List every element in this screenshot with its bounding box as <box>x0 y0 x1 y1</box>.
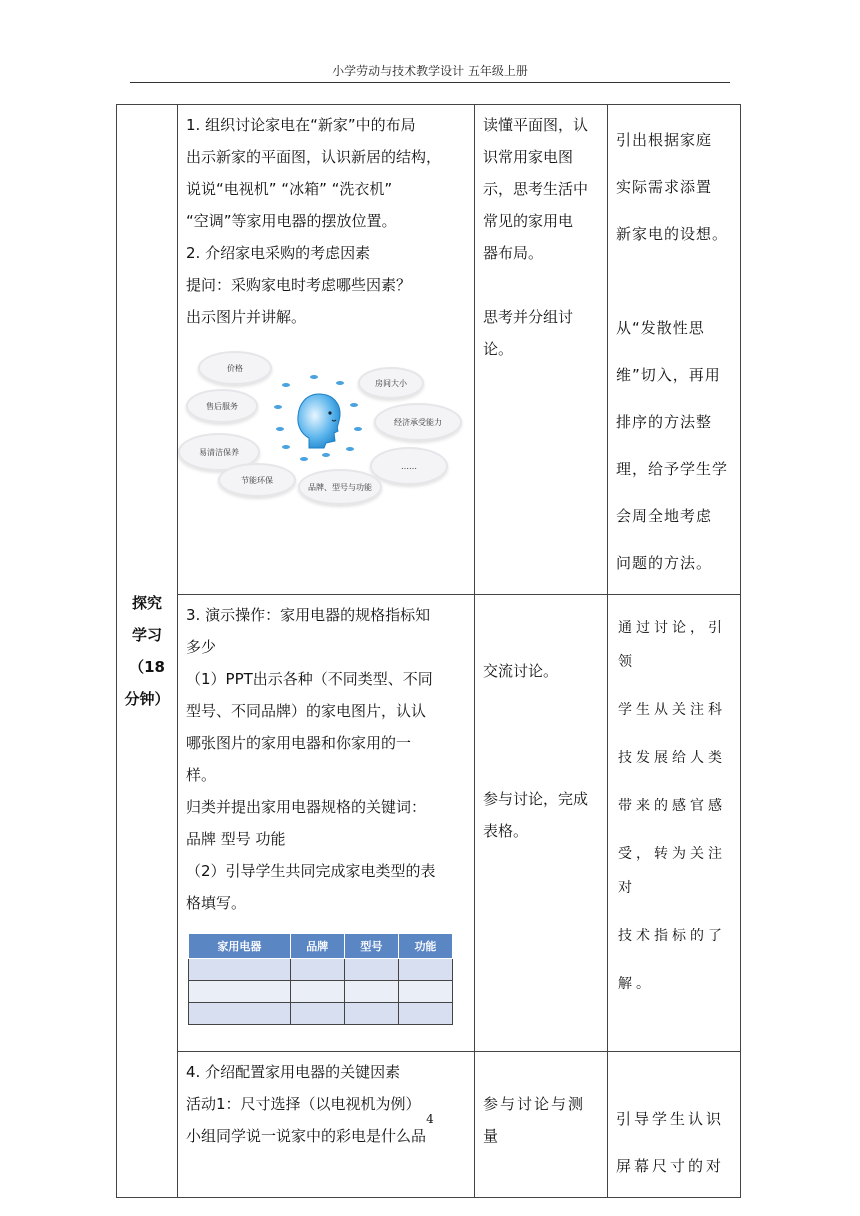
text-line: 出示新家的平面图，认识新居的结构， <box>186 148 442 166</box>
text-line: 从“发散性思 <box>616 319 705 337</box>
text-line: 通过讨论，引领 <box>618 620 726 670</box>
text-line: 器布局。 <box>483 244 544 262</box>
text-line: 读懂平面图，认 <box>483 116 589 134</box>
text-line: 交流讨论。 <box>483 662 559 680</box>
drop-icon <box>274 405 282 409</box>
drop-icon <box>350 403 358 407</box>
text-line: 活动1：尺寸选择（以电视机为例） <box>186 1095 421 1113</box>
drop-icon <box>282 383 290 387</box>
spec-table-row <box>189 981 453 1003</box>
text-line: 量 <box>483 1127 501 1145</box>
text-line: （2）引导学生共同完成家电类型的表 <box>186 862 436 880</box>
stage-label: （18 <box>129 658 165 676</box>
student-activity-text <box>475 105 607 365</box>
drop-icon <box>276 427 284 431</box>
teacher-activity-text <box>178 1052 474 1152</box>
text-line: 理，给予学生学 <box>616 460 729 478</box>
spacer <box>483 687 601 719</box>
text-line: 出示图片并讲解。 <box>186 308 307 326</box>
text-line: 4. 介绍配置家用电器的关键因素 <box>186 1063 401 1081</box>
design-intent-text <box>608 105 740 579</box>
spacer <box>483 751 601 783</box>
text-line: 表格。 <box>483 822 529 840</box>
text-line: 论。 <box>483 340 514 358</box>
text-line: 常见的家用电 <box>483 212 574 230</box>
stage-label: 分钟） <box>124 690 170 708</box>
text-line: 识常用家电图 <box>483 148 574 166</box>
teacher-activity-cell <box>178 105 475 595</box>
drop-icon <box>282 445 290 449</box>
text-line: 新家电的设想。 <box>616 225 729 243</box>
spacer <box>483 719 601 751</box>
spec-table-row <box>189 959 453 981</box>
mindmap-cloud: 节能环保 <box>218 463 296 497</box>
teacher-activity-text <box>178 105 474 333</box>
text-line: 1. 组织讨论家电在“新家”中的布局 <box>186 116 416 134</box>
student-activity-text <box>475 595 607 847</box>
text-line: 引导学生认识 <box>616 1110 725 1128</box>
mindmap-cloud: 价格 <box>198 351 272 385</box>
mindmap-cloud: 品牌、型号与功能 <box>298 469 382 505</box>
drop-icon <box>310 375 318 379</box>
text-line: 会周全地考虑 <box>616 507 713 525</box>
drop-icon <box>322 453 330 457</box>
table-row <box>117 105 741 595</box>
text-line: 品牌 型号 功能 <box>186 830 286 848</box>
mindmap-cloud: 易清洁保养 <box>178 433 260 471</box>
table-row <box>117 595 741 1052</box>
drop-icon <box>336 381 344 385</box>
drop-icon <box>354 427 362 431</box>
text-line: 多少 <box>186 638 217 656</box>
text-line: 维”切入，再用 <box>616 366 721 384</box>
text-line: 解。 <box>618 976 654 992</box>
spec-table-header: 品牌 <box>290 934 344 959</box>
spacer <box>616 265 734 297</box>
spec-table-header: 型号 <box>344 934 398 959</box>
header-rule <box>130 82 730 83</box>
thinking-head-icon <box>294 391 344 449</box>
teacher-activity-text <box>178 595 474 919</box>
text-line: 排序的方法整 <box>616 413 713 431</box>
stage-label: 学习 <box>131 626 162 644</box>
text-line: 思考并分组讨 <box>483 308 574 326</box>
page-header: 小学劳动与技术教学设计 五年级上册 <box>332 64 528 78</box>
text-line: 小组同学说一说家中的彩电是什么品 <box>186 1127 427 1145</box>
text-line: 样。 <box>186 766 217 784</box>
stage-label: 探究 <box>131 594 162 612</box>
spec-table-row <box>189 1003 453 1025</box>
design-intent-cell <box>608 105 741 595</box>
text-line: 引出根据家庭 <box>616 131 713 149</box>
student-activity-text <box>475 1052 607 1152</box>
teacher-activity-cell <box>178 595 475 1052</box>
mindmap-cloud: 房间大小 <box>358 367 424 399</box>
appliance-spec-table <box>188 933 453 1025</box>
text-line: 技发展给人类 <box>618 750 726 766</box>
text-line: 格填写。 <box>186 894 247 912</box>
mindmap-cloud: 经济承受能力 <box>374 403 462 441</box>
drop-icon <box>346 447 354 451</box>
text-line: 型号、不同品牌）的家电图片，认认 <box>186 702 427 720</box>
text-line: （1）PPT出示各种（不同类型、不同 <box>186 670 433 688</box>
student-activity-cell <box>475 595 608 1052</box>
factors-mindmap <box>178 345 470 505</box>
text-line: 参与讨论与测 <box>483 1095 586 1113</box>
spacer <box>483 269 601 301</box>
lesson-plan-table <box>116 104 741 1198</box>
text-line: 技术指标的了 <box>618 928 726 944</box>
text-line: 受，转为关注对 <box>618 846 726 896</box>
spec-table-header: 功能 <box>398 934 452 959</box>
text-line: 2. 介绍家电采购的考虑因素 <box>186 244 371 262</box>
text-line: 提问：采购家电时考虑哪些因素？ <box>186 276 412 294</box>
design-intent-text <box>608 595 740 1001</box>
text-line: 3. 演示操作：家用电器的规格指标知 <box>186 606 431 624</box>
text-line: 参与讨论，完成 <box>483 790 589 808</box>
text-line: “空调”等家用电器的摆放位置。 <box>186 212 397 230</box>
mindmap-cloud: …… <box>370 447 448 485</box>
page-number: 4 <box>426 1112 434 1126</box>
mindmap-cloud: 售后服务 <box>186 389 258 423</box>
text-line: 屏幕尺寸的对 <box>616 1157 725 1175</box>
spec-table-header: 家用电器 <box>189 934 291 959</box>
text-line: 哪张图片的家用电器和你家用的一 <box>186 734 412 752</box>
text-line: 学生从关注科 <box>618 702 726 718</box>
design-intent-cell <box>608 595 741 1052</box>
drop-icon <box>300 457 308 461</box>
text-line: 实际需求添置 <box>616 178 713 196</box>
text-line: 带来的感官感 <box>618 798 726 814</box>
student-activity-cell <box>475 105 608 595</box>
text-line: 归类并提出家用电器规格的关键词： <box>186 798 427 816</box>
text-line: 说说“电视机” “冰箱” “洗衣机” <box>186 180 393 198</box>
stage-cell <box>117 105 178 1198</box>
text-line: 问题的方法。 <box>616 554 713 572</box>
text-line: 示，思考生活中 <box>483 180 589 198</box>
